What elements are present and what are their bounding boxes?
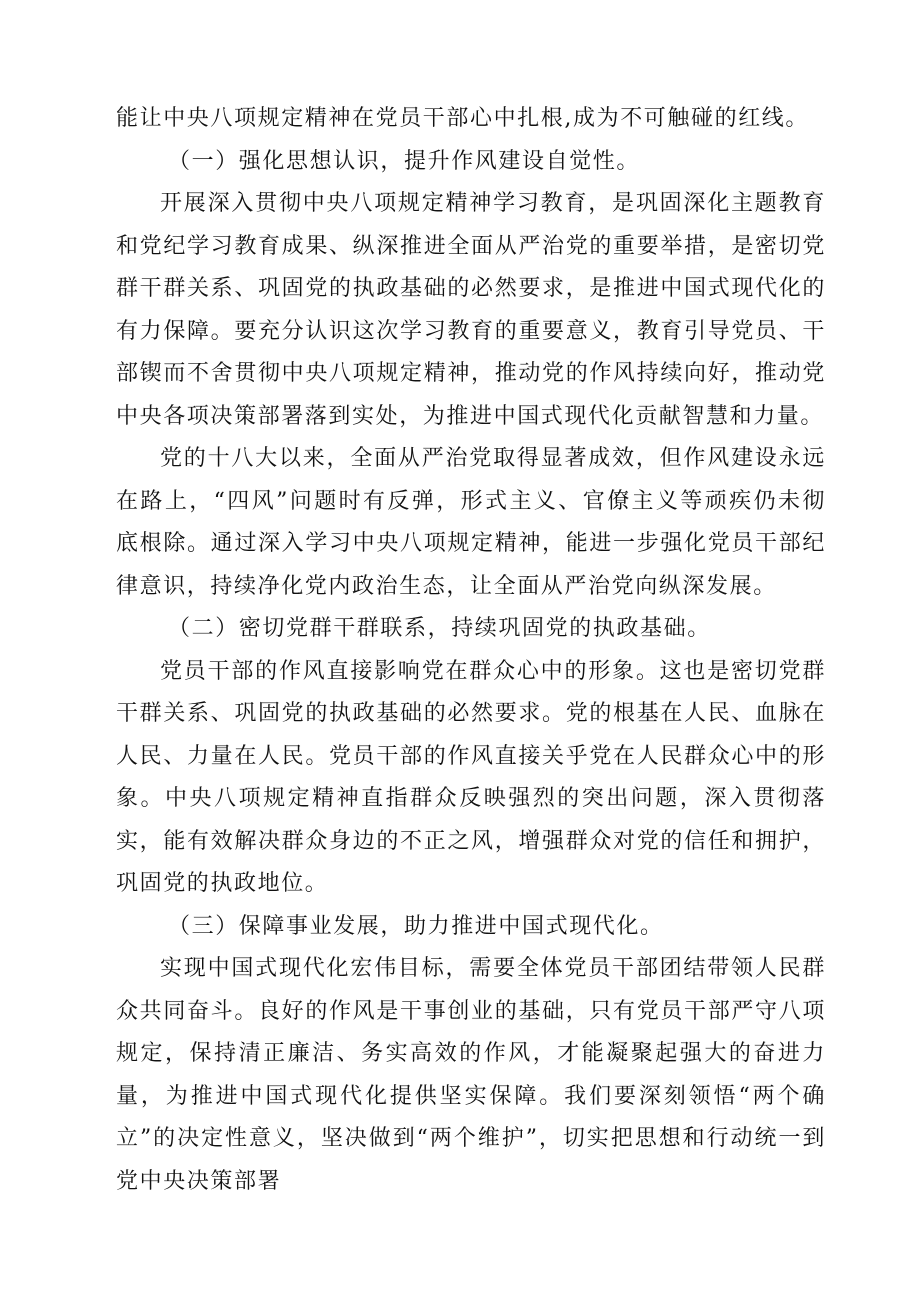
paragraph: 党的十八大以来，全面从严治党取得显著成效，但作风建设永远在路上，“四风”问题时有反弹，形式主义、官僚主义等顽疾仍未彻底根除。通过深入学习中央八项规定精神，能进一步强化党员干部纪律意识，持续净化党内政治生态，让全面从严治党向纵深发展。 xyxy=(116,446,826,599)
paragraph: 党员干部的作风直接影响党在群众心中的形象。这也是密切党群干群关系、巩固党的执政基础的必然要求。党的根基在人民、血脉在人民、力量在人民。党员干部的作风直接关乎党在人民群众心中的形象。中央八项规定精神直指群众反映强烈的突出问题，深入贯彻落实，能有效解决群众身边的不正之风，增强群众对党的信任和拥护，巩固党的执政地位。 xyxy=(116,658,826,896)
document-body xyxy=(116,98,826,1203)
paragraph: 开展深入贯彻中央八项规定精神学习教育，是巩固深化主题教育和党纪学习教育成果、纵深推进全面从严治党的重要举措，是密切党群干群关系、巩固党的执政基础的必然要求，是推进中国式现代化的有力保障。要充分认识这次学习教育的重要意义，教育引导党员、干部锲而不舍贯彻中央八项规定精神，推动党的作风持续向好，推动党中央各项决策部署落到实处，为推进中国式现代化贡献智慧和力量。 xyxy=(116,191,826,429)
paragraph-continuation: 能让中央八项规定精神在党员干部心中扎根,成为不可触碰的红线。 xyxy=(116,106,809,131)
section-heading-1: （一）强化思想认识，提升作风建设自觉性。 xyxy=(168,148,641,174)
paragraph: 实现中国式现代化宏伟目标，需要全体党员干部团结带领人民群众共同奋斗。良好的作风是干事创业的基础，只有党员干部严守八项规定，保持清正廉洁、务实高效的作风，才能凝聚起强大的奋进力量，为推进中国式现代化提供坚实保障。我们要深刻领悟“两个确立”的决定性意义，坚决做到“两个维护”，切实把思想和行动统一到党中央决策部署 xyxy=(116,956,826,1194)
section-heading-2: （二）密切党群干群联系，持续巩固党的执政基础。 xyxy=(168,616,711,641)
section-heading-3: （三）保障事业发展，助力推进中国式现代化。 xyxy=(168,913,664,939)
